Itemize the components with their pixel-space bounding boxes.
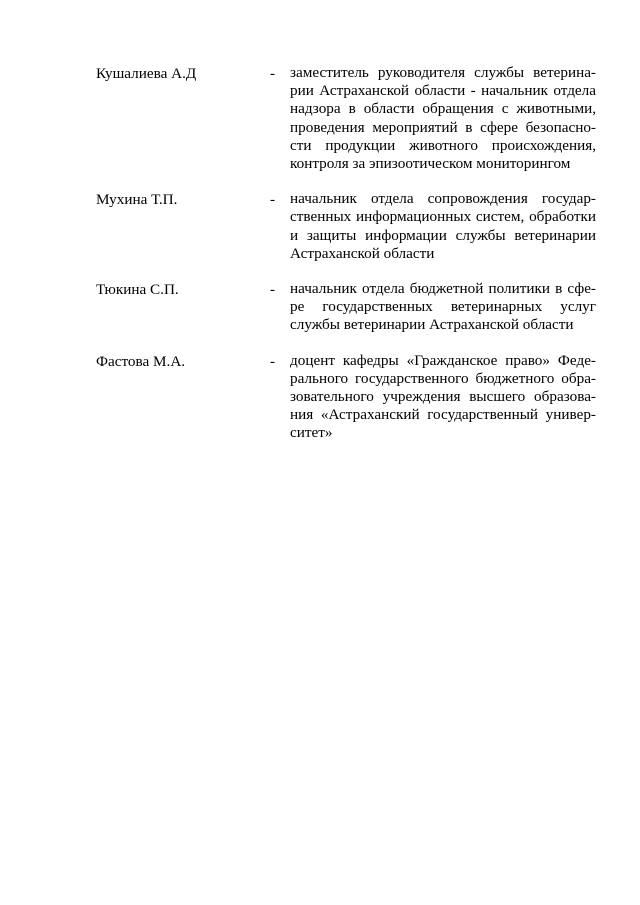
separator-dash: - bbox=[270, 281, 276, 299]
separator-dash: - bbox=[270, 191, 276, 209]
position-line: ре государственных ветеринарных услуг bbox=[290, 298, 596, 316]
position-line: ситет» bbox=[290, 424, 333, 442]
separator-dash: - bbox=[270, 352, 276, 370]
list-item bbox=[96, 280, 596, 335]
member-name: Кушалиева А.Д bbox=[96, 65, 197, 82]
position-line: доцент кафедры «Гражданское право» Феде- bbox=[290, 351, 596, 369]
members-list bbox=[96, 64, 596, 460]
position-line: заместитель руководителя службы ветерина- bbox=[290, 64, 596, 81]
member-name: Тюкина С.П. bbox=[96, 281, 179, 299]
position-line: и защиты информации службы ветеринарии bbox=[290, 226, 596, 244]
member-name: Мухина Т.П. bbox=[96, 191, 178, 209]
position-line: рального государственного бюджетного обра- bbox=[290, 369, 596, 387]
member-position bbox=[290, 280, 596, 335]
position-line: контроля за эпизоотическом мониторингом bbox=[290, 155, 571, 173]
list-item bbox=[96, 190, 596, 263]
position-line: сти продукции животного происхождения, bbox=[290, 136, 596, 154]
member-position bbox=[290, 352, 596, 443]
position-line: начальник отдела сопровождения государ- bbox=[290, 190, 596, 208]
list-item bbox=[96, 352, 596, 443]
list-item bbox=[96, 64, 596, 173]
member-position bbox=[290, 190, 596, 263]
position-line: начальник отдела бюджетной политики в сфе- bbox=[290, 280, 596, 298]
position-line: надзора в области обращения с животными, bbox=[290, 100, 596, 118]
member-name: Фастова М.А. bbox=[96, 352, 186, 370]
position-line: ственных информационных систем, обработки bbox=[290, 208, 596, 226]
member-position bbox=[290, 64, 596, 173]
position-line: проведения мероприятий в сфере безопасно- bbox=[290, 118, 596, 136]
position-line: ния «Астраханский государственный универ- bbox=[290, 406, 596, 424]
position-line: службы ветеринарии Астраханской области bbox=[290, 316, 574, 334]
position-line: рии Астраханской области - начальник отдела bbox=[290, 82, 596, 100]
position-line: Астраханской области bbox=[290, 244, 435, 262]
separator-dash: - bbox=[270, 65, 276, 82]
position-line: зовательного учреждения высшего образова- bbox=[290, 388, 596, 406]
